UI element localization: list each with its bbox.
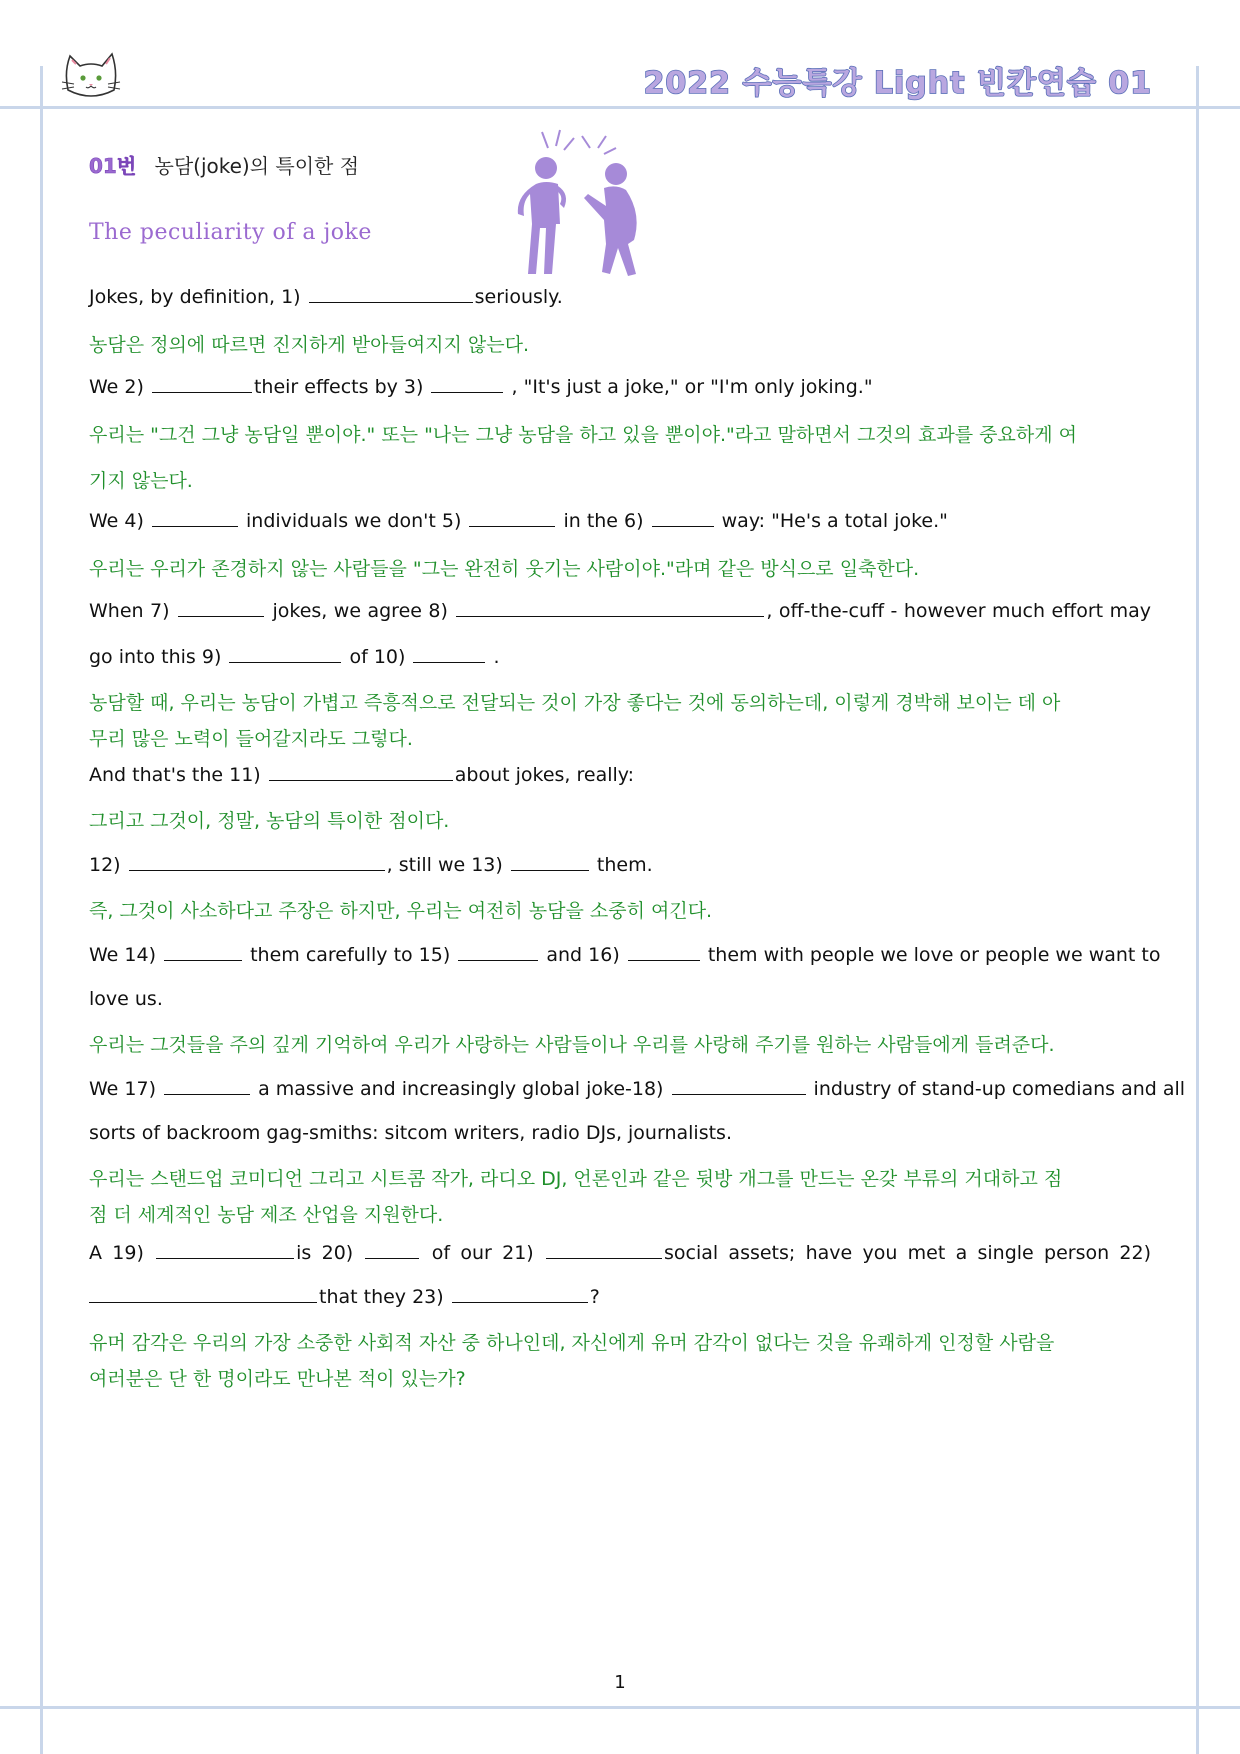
sentence-9-en-cont [89, 1282, 1151, 1312]
sentence-text: 12) [89, 854, 121, 876]
sentence-text: jokes, we agree 8) [272, 600, 448, 622]
sentence-9-en [89, 1238, 1151, 1268]
sentence-4-ko: 농담할 때, 우리는 농담이 가볍고 즉흥적으로 전달되는 것이 가장 좋다는 것에 동의하는데, 이렇게 경박해 보이는 데 아 [89, 692, 1061, 714]
sentence-8-ko-cont: 점 더 세계적인 농담 제조 산업을 지원한다. [89, 1204, 444, 1226]
sentence-4-ko-cont: 무리 많은 노력이 들어갈지라도 그렇다. [89, 728, 413, 750]
sentence-text: We 4) [89, 510, 144, 532]
blank-8[interactable] [456, 596, 764, 617]
blank-11[interactable] [269, 760, 453, 781]
sentence-text: , still we 13) [386, 854, 503, 876]
sentence-text: We 2) [89, 376, 144, 398]
sentence-8-ko: 우리는 스탠드업 코미디언 그리고 시트콤 작가, 라디오 DJ, 언론인과 같은 뒷방 개그를 만드는 온갖 부류의 거대하고 점 [89, 1168, 1063, 1190]
sentence-5-en [89, 760, 1151, 790]
frame-left-line [40, 66, 43, 1754]
sentence-4-en-cont [89, 642, 1151, 672]
sentence-text: is 20) [296, 1242, 354, 1264]
sentence-2-ko-cont: 기지 않는다. [89, 470, 193, 492]
sentence-1-ko: 농담은 정의에 따르면 진지하게 받아들여지지 않는다. [89, 334, 530, 356]
sentence-text: industry of stand-up comedians and all [813, 1078, 1186, 1100]
sentence-6-ko: 즉, 그것이 사소하다고 주장은 하지만, 우리는 여전히 농담을 소중히 여긴다. [89, 900, 713, 922]
sentence-text: in the 6) [563, 510, 644, 532]
blank-20[interactable] [365, 1238, 419, 1259]
sentence-9-ko-cont: 여러분은 단 한 명이라도 만나본 적이 있는가? [89, 1368, 466, 1390]
sentence-text: We 17) [89, 1078, 156, 1100]
sentence-text: their effects by 3) [253, 376, 424, 398]
sentence-text: , "It's just a joke," or "I'm only joking." [511, 376, 873, 398]
sentence-text: seriously. [474, 286, 563, 308]
sentence-text: When 7) [89, 600, 170, 622]
sentence-4-en [89, 596, 1151, 626]
sentence-text: ? [589, 1286, 600, 1308]
section-heading [89, 150, 359, 179]
sentence-text: social assets; have you met a single person 22) [663, 1242, 1152, 1264]
sentence-text: A 19) [89, 1242, 144, 1264]
sentence-text: and 16) [546, 944, 620, 966]
blank-18[interactable] [672, 1074, 806, 1095]
sentence-text: a massive and increasingly global joke-18) [258, 1078, 664, 1100]
sentence-5-ko: 그리고 그것이, 정말, 농담의 특이한 점이다. [89, 810, 450, 832]
blank-3[interactable] [431, 372, 503, 393]
sentence-text: go into this 9) [89, 646, 222, 668]
blank-7[interactable] [178, 596, 264, 617]
page-number: 1 [614, 1672, 626, 1693]
blank-13[interactable] [511, 850, 589, 871]
sentence-7-en [89, 940, 1161, 970]
section-title-ko: 농담(joke)의 특이한 점 [154, 154, 360, 178]
sentence-text: about jokes, really: [454, 764, 635, 786]
sentence-text: them. [596, 854, 653, 876]
blank-21[interactable] [546, 1238, 662, 1259]
header-title: 2022 수능특강 Light 빈칸연습 01 [643, 66, 1152, 101]
frame-bottom-line [0, 1706, 1240, 1709]
sentence-3-ko: 우리는 우리가 존경하지 않는 사람들을 "그는 완전히 웃기는 사람이야."라며 같은 방식으로 일축한다. [89, 558, 920, 580]
frame-top-line [0, 106, 1240, 109]
blank-4[interactable] [152, 506, 238, 527]
blank-19[interactable] [156, 1238, 294, 1259]
blank-6[interactable] [652, 506, 714, 527]
sentence-text: , off-the-cuff - however much effort may [766, 600, 1151, 622]
sentence-text: them with people we love or people we want to [707, 944, 1161, 966]
sentence-text: of our 21) [431, 1242, 534, 1264]
sentence-text: Jokes, by definition, 1) [89, 286, 301, 308]
blank-22[interactable] [89, 1282, 317, 1303]
sentence-9-ko: 유머 감각은 우리의 가장 소중한 사회적 자산 중 하나인데, 자신에게 유머 감각이 없다는 것을 유쾌하게 인정할 사람을 [89, 1332, 1055, 1354]
frame-right-line [1196, 66, 1199, 1754]
sentence-7-ko: 우리는 그것들을 주의 깊게 기억하여 우리가 사랑하는 사람들이나 우리를 사랑해 주기를 원하는 사람들에게 들려준다. [89, 1034, 1055, 1056]
sentence-8-en-cont: sorts of backroom gag-smiths: sitcom writers, radio DJs, journalists. [89, 1122, 732, 1144]
sentence-3-en [89, 506, 1151, 536]
sentence-text: way: "He's a total joke." [721, 510, 948, 532]
blank-15[interactable] [458, 940, 538, 961]
blank-17[interactable] [164, 1074, 250, 1095]
section-number: 01번 [89, 154, 137, 178]
sentence-7-en-cont: love us. [89, 988, 163, 1010]
sentence-6-en [89, 850, 1151, 880]
blank-14[interactable] [164, 940, 242, 961]
sentence-1-en [89, 282, 1151, 312]
blank-10[interactable] [413, 642, 485, 663]
sentence-8-en [89, 1074, 1186, 1104]
blank-23[interactable] [452, 1282, 588, 1303]
sentence-text: that they 23) [319, 1286, 444, 1308]
cat-icon [58, 44, 124, 100]
blank-5[interactable] [469, 506, 555, 527]
blank-9[interactable] [229, 642, 341, 663]
blank-1[interactable] [309, 282, 473, 303]
sentence-text: of 10) [349, 646, 406, 668]
blank-12[interactable] [129, 850, 385, 871]
blank-16[interactable] [628, 940, 700, 961]
sentence-text: . [493, 646, 500, 668]
section-subtitle: The peculiarity of a joke [89, 220, 372, 245]
sentence-text: them carefully to 15) [250, 944, 451, 966]
two-people-joke-figure [512, 124, 662, 290]
sentence-2-en [89, 372, 1151, 402]
sentence-2-ko: 우리는 "그건 그냥 농담일 뿐이야." 또는 "나는 그냥 농담을 하고 있을 뿐이야."라고 말하면서 그것의 효과를 중요하게 여 [89, 424, 1077, 446]
blank-2[interactable] [152, 372, 252, 393]
sentence-text: individuals we don't 5) [246, 510, 462, 532]
sentence-text: We 14) [89, 944, 156, 966]
sentence-text: And that's the 11) [89, 764, 261, 786]
